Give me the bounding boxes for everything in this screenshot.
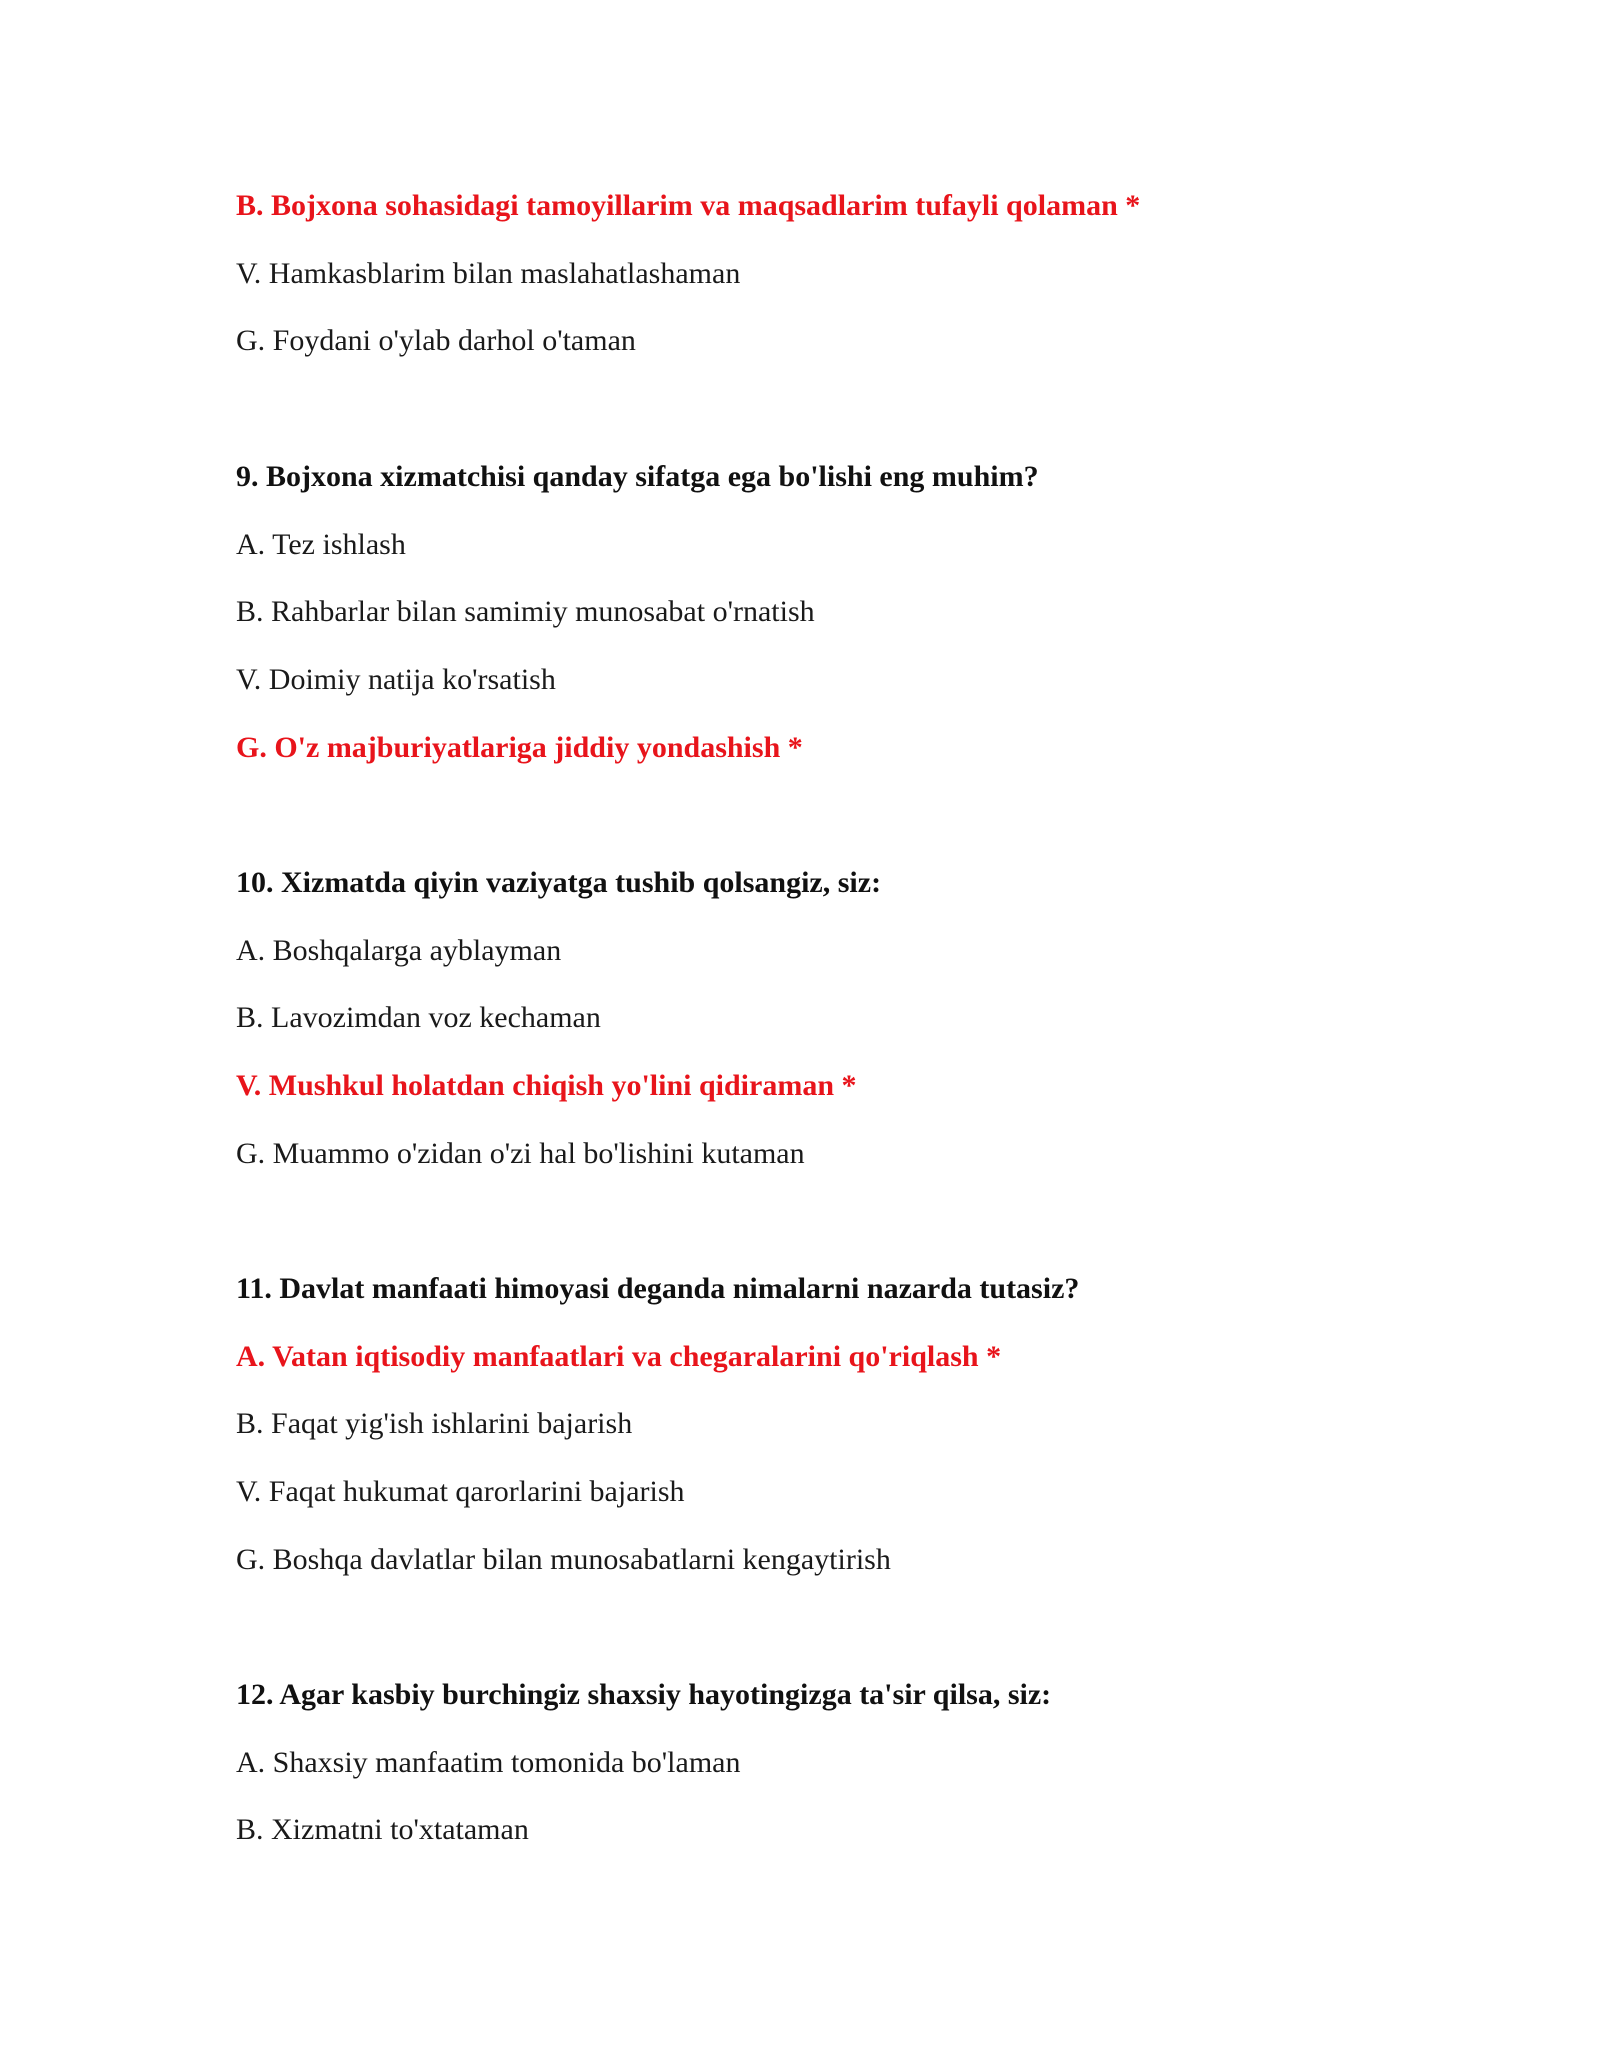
option: A. Shaxsiy manfaatim tomonida bo'laman [236,1746,741,1779]
question-title: 11. Davlat manfaati himoyasi deganda nimalarni nazarda tutasiz? [236,1272,1080,1305]
option: G. Foydani o'ylab darhol o'taman [236,324,636,357]
option-correct: V. Mushkul holatdan chiqish yo'lini qidiraman * [236,1069,857,1102]
option: A. Tez ishlash [236,528,406,561]
question-title: 10. Xizmatda qiyin vaziyatga tushib qolsangiz, siz: [236,866,882,899]
option: B. Lavozimdan voz kechaman [236,1001,601,1034]
option: V. Hamkasblarim bilan maslahatlashaman [236,257,741,290]
option-correct: B. Bojxona sohasidagi tamoyillarim va maqsadlarim tufayli qolaman * [236,189,1141,222]
option: B. Xizmatni to'xtataman [236,1813,529,1846]
option: V. Faqat hukumat qarorlarini bajarish [236,1475,685,1508]
question-title: 12. Agar kasbiy burchingiz shaxsiy hayotingizga ta'sir qilsa, siz: [236,1678,1052,1711]
option-correct: A. Vatan iqtisodiy manfaatlari va chegaralarini qo'riqlash * [236,1340,1002,1373]
option: A. Boshqalarga ayblayman [236,934,562,967]
option-correct: G. O'z majburiyatlariga jiddiy yondashish * [236,731,803,764]
option: V. Doimiy natija ko'rsatish [236,663,556,696]
option: B. Faqat yig'ish ishlarini bajarish [236,1407,633,1440]
option: B. Rahbarlar bilan samimiy munosabat o'rnatish [236,595,815,628]
option: G. Boshqa davlatlar bilan munosabatlarni kengaytirish [236,1543,891,1576]
option: G. Muammo o'zidan o'zi hal bo'lishini kutaman [236,1137,805,1170]
question-title: 9. Bojxona xizmatchisi qanday sifatga ega bo'lishi eng muhim? [236,460,1039,493]
